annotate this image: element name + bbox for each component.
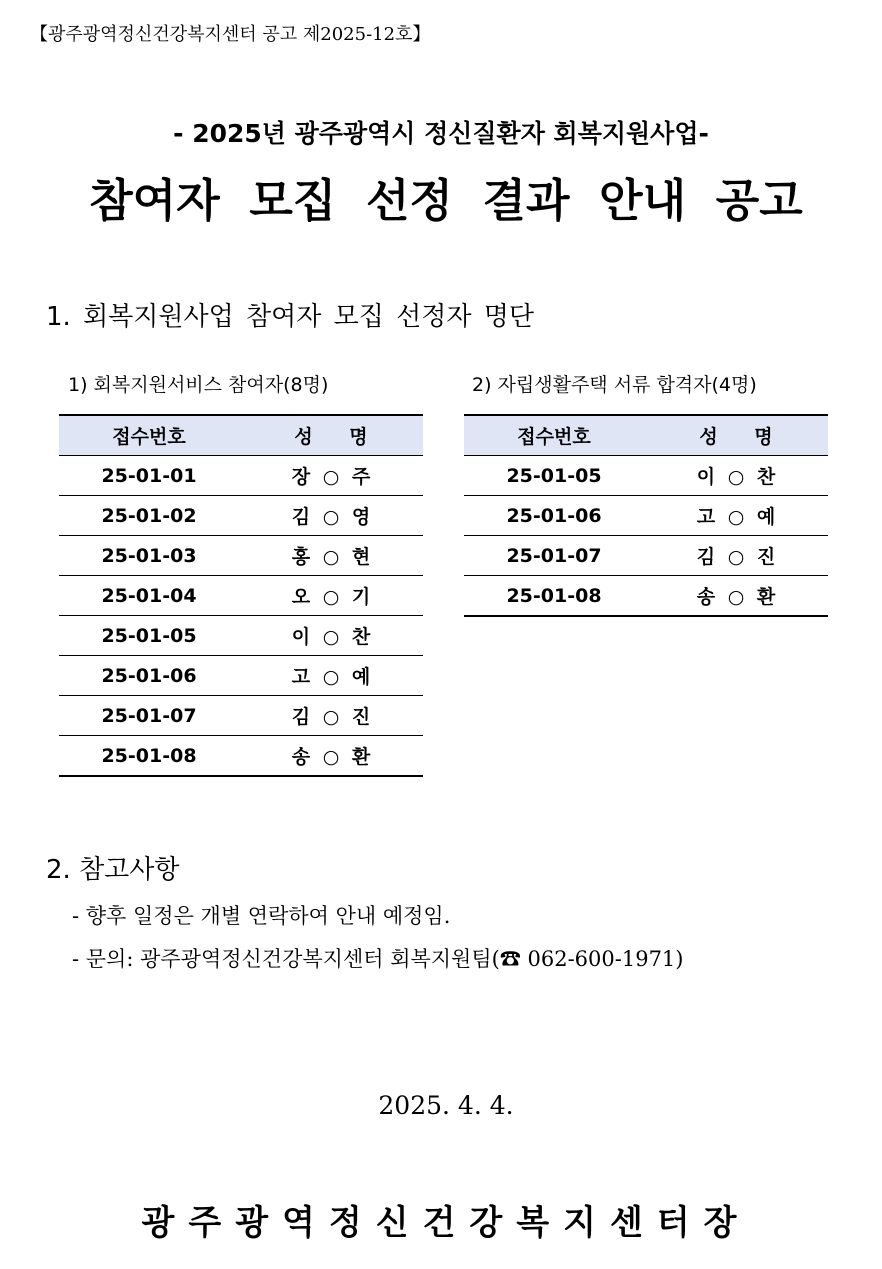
notice-subtitle: - 2025년 광주광역시 정신질환자 회복지원사업- — [173, 119, 709, 148]
receipt-number-cell: 25-01-01 — [59, 456, 239, 496]
table-row — [59, 656, 423, 696]
notice-date: 2025. 4. 4. — [378, 1091, 514, 1120]
table-2-caption: 2) 자립생활주택 서류 합격자(4명) — [472, 374, 757, 396]
receipt-number-cell: 25-01-06 — [59, 656, 239, 696]
table-row — [59, 456, 423, 496]
independent-living-passers-table — [464, 414, 828, 617]
receipt-number-cell: 25-01-04 — [59, 576, 239, 616]
name-cell: 장 ○ 주 — [239, 456, 423, 496]
name-cell: 홍 ○ 현 — [239, 536, 423, 576]
receipt-number-cell: 25-01-07 — [464, 536, 644, 576]
table-row — [59, 736, 423, 777]
name-cell: 이 ○ 찬 — [239, 616, 423, 656]
table-1-caption: 1) 회복지원서비스 참여자(8명) — [68, 374, 329, 396]
receipt-number-cell: 25-01-02 — [59, 496, 239, 536]
column-header-name — [644, 415, 828, 456]
note-contact: - 문의: 광주광역정신건강복지센터 회복지원팀(☎ 062-600-1971) — [72, 947, 684, 971]
table-row — [464, 576, 828, 617]
note-schedule: - 향후 일정은 개별 연락하여 안내 예정임. — [72, 904, 451, 928]
column-header-name-label: 성 명 — [699, 426, 773, 448]
name-cell: 김 ○ 진 — [239, 696, 423, 736]
name-cell: 오 ○ 기 — [239, 576, 423, 616]
table-row — [59, 616, 423, 656]
name-cell: 고 ○ 예 — [644, 496, 828, 536]
section-2-heading: 2. 참고사항 — [46, 855, 180, 885]
name-cell: 송 ○ 환 — [696, 586, 776, 608]
receipt-number-cell: 25-01-07 — [59, 696, 239, 736]
table-row — [59, 696, 423, 736]
table-row — [59, 536, 423, 576]
table-row — [464, 536, 828, 576]
receipt-number-cell: 25-01-06 — [464, 496, 644, 536]
receipt-number-cell: 25-01-03 — [59, 536, 239, 576]
section-1-heading: 1. 회복지원사업 참여자 모집 선정자 명단 — [46, 302, 534, 332]
name-cell: 김 ○ 영 — [239, 496, 423, 536]
column-header-receipt-number: 접수번호 — [59, 415, 239, 456]
recovery-service-participants-table — [59, 414, 423, 777]
notice-number: 【광주광역정신건강복지센터 공고 제2025-12호】 — [30, 24, 431, 45]
receipt-number-cell: 25-01-05 — [59, 616, 239, 656]
table-row — [59, 576, 423, 616]
receipt-number-cell: 25-01-08 — [506, 584, 602, 607]
receipt-number-cell: 25-01-05 — [464, 456, 644, 496]
table-header-row — [464, 415, 828, 456]
column-header-receipt-number: 접수번호 — [464, 415, 644, 456]
table-row — [59, 496, 423, 536]
name-cell: 송 ○ 환 — [291, 746, 371, 768]
receipt-number-cell: 25-01-08 — [101, 744, 197, 767]
notice-title: 참여자 모집 선정 결과 안내 공고 — [89, 174, 803, 227]
issuer-signature: 광주광역정신건강복지센터장 — [141, 1203, 751, 1243]
table-row — [464, 456, 828, 496]
name-cell: 이 ○ 찬 — [644, 456, 828, 496]
column-header-name-label: 성 명 — [294, 426, 368, 448]
table-header-row — [59, 415, 423, 456]
name-cell: 김 ○ 진 — [644, 536, 828, 576]
table-row — [464, 496, 828, 536]
column-header-name — [239, 415, 423, 456]
name-cell: 고 ○ 예 — [239, 656, 423, 696]
